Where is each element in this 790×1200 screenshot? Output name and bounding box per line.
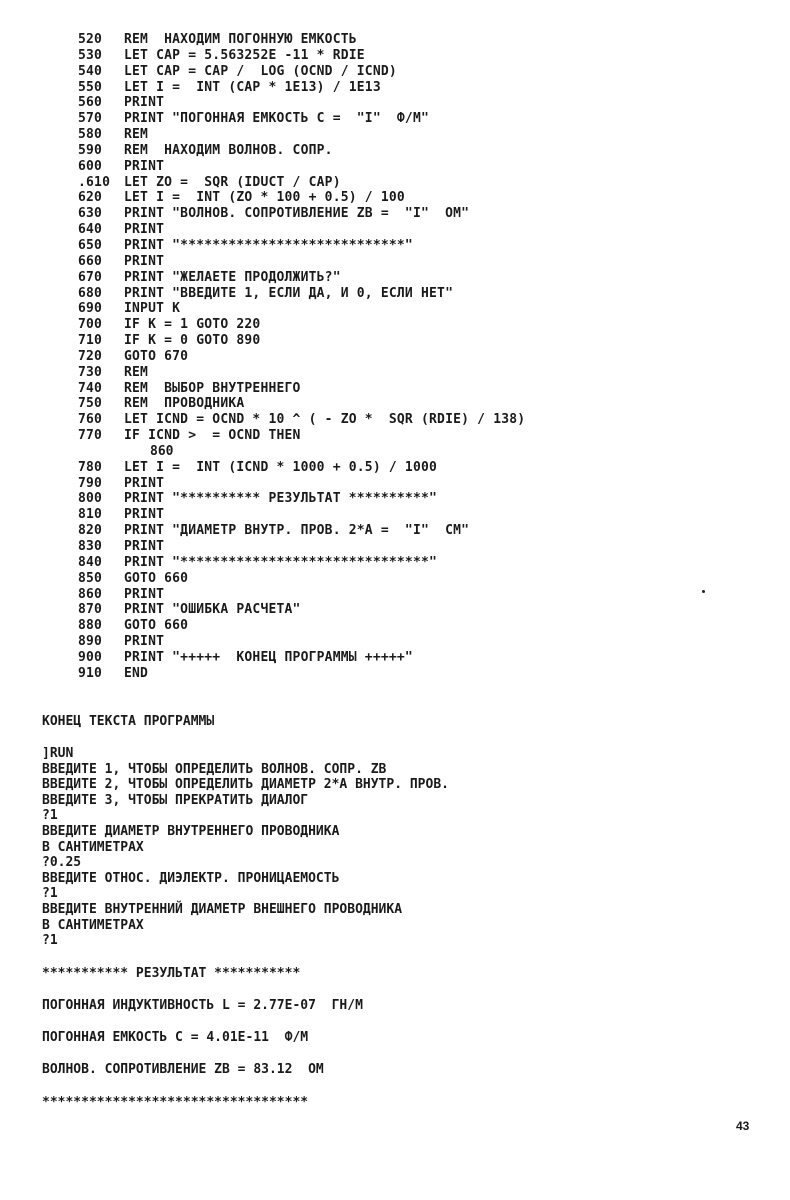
line-statement: LET I = INT (ICND * 1000 + 0.5) / 1000: [124, 459, 438, 475]
line-number: 910: [78, 665, 103, 681]
code-line: [78, 80, 778, 96]
code-line: [78, 349, 778, 365]
line-number: 900: [78, 649, 103, 665]
code-line: [78, 175, 778, 191]
code-line: [78, 32, 778, 48]
line-number: 790: [78, 475, 103, 491]
line-statement: PRINT: [124, 586, 165, 602]
line-number: 670: [78, 269, 103, 285]
line-number: 890: [78, 634, 103, 650]
line-number: 830: [78, 539, 103, 554]
line-number: 680: [78, 285, 103, 301]
line-number: 730: [78, 364, 103, 380]
line-number: 640: [78, 222, 103, 238]
output-line: ]RUN: [42, 746, 74, 761]
line-statement: PRINT: [124, 222, 165, 238]
code-line: [78, 254, 778, 270]
line-statement: IF ICND > = OCND THEN: [124, 428, 301, 444]
output-line: В САНТИМЕТРАХ: [42, 917, 144, 933]
line-statement: PRINT: [124, 634, 165, 650]
run-output: [42, 746, 742, 949]
code-line: [78, 571, 778, 587]
line-statement: INPUT K: [124, 301, 181, 317]
line-statement: REM НАХОДИМ ВОЛНОВ. СОПР.: [124, 142, 333, 158]
line-statement: PRINT "ДИАМЕТР ВНУТР. ПРОВ. 2*A = "I" СМ": [124, 523, 470, 539]
line-statement: PRINT "+++++ КОНЕЦ ПРОГРАММЫ +++++": [124, 649, 413, 665]
line-number: 600: [78, 158, 103, 174]
output-line: ВВЕДИТЕ ОТНОС. ДИЭЛЕКТР. ПРОНИЦАЕМОСТЬ: [42, 870, 340, 886]
line-statement: REM: [124, 364, 149, 380]
line-number: 540: [78, 63, 103, 79]
line-number: 710: [78, 333, 103, 349]
line-statement: REM: [124, 127, 149, 143]
code-line-continuation: 860: [150, 443, 174, 459]
code-line: [78, 507, 778, 523]
output-line: ВВЕДИТЕ 1, ЧТОБЫ ОПРЕДЕЛИТЬ ВОЛНОВ. СОПР. ZB: [42, 761, 387, 777]
code-line: [78, 333, 778, 349]
code-line: [78, 539, 778, 555]
line-statement: IF K = 0 GOTO 890: [124, 333, 261, 349]
line-statement: LET CAP = CAP / LOG (OCND / ICND): [124, 63, 397, 79]
output-line: ВВЕДИТЕ ДИАМЕТР ВНУТРЕННЕГО ПРОВОДНИКА: [42, 823, 340, 839]
line-statement: GOTO 660: [124, 618, 189, 634]
line-statement: PRINT: [124, 475, 165, 491]
result-header: *********** РЕЗУЛЬТАТ ***********: [42, 966, 301, 981]
code-line: [78, 317, 778, 333]
line-statement: GOTO 670: [124, 348, 189, 364]
code-line: [78, 143, 778, 159]
page-number: 43: [736, 1119, 750, 1133]
code-line: [78, 190, 778, 206]
line-number: 690: [78, 301, 103, 317]
line-statement: GOTO 660: [124, 570, 189, 586]
line-statement: LET CAP = 5.563252E -11 * RDIE: [124, 47, 365, 63]
code-line: [78, 381, 778, 397]
line-statement: PRINT "ВОЛНОВ. СОПРОТИВЛЕНИЕ ZB = "I" ОМ": [124, 206, 470, 222]
line-statement: PRINT "****************************": [124, 237, 413, 253]
code-line: [78, 206, 778, 222]
section-title: КОНЕЦ ТЕКСТА ПРОГРАММЫ: [42, 714, 215, 729]
code-line: [78, 460, 778, 476]
line-number: 720: [78, 348, 103, 364]
line-number: 870: [78, 602, 103, 618]
line-statement: PRINT "ПОГОННАЯ ЕМКОСТЬ C = "I" Ф/М": [124, 111, 430, 127]
line-statement: LET ZO = SQR (IDUCT / CAP): [124, 174, 341, 190]
program-listing: [78, 32, 778, 682]
code-line: [78, 111, 778, 127]
output-line: В САНТИМЕТРАХ: [42, 839, 144, 855]
line-number: 660: [78, 253, 103, 269]
code-line: [78, 491, 778, 507]
result-impedance: ВОЛНОВ. СОПРОТИВЛЕНИЕ ZB = 83.12 ОМ: [42, 1062, 324, 1077]
result-capacitance: ПОГОННАЯ ЕМКОСТЬ C = 4.01E-11 Ф/М: [42, 1030, 309, 1045]
line-statement: REM НАХОДИМ ПОГОННУЮ ЕМКОСТЬ: [124, 32, 357, 47]
line-number: 880: [78, 618, 103, 634]
line-number: 820: [78, 523, 103, 539]
output-line: ВВЕДИТЕ ВНУТРЕННИЙ ДИАМЕТР ВНЕШНЕГО ПРОВОДНИКА: [42, 901, 403, 917]
line-statement: PRINT "ЖЕЛАЕТЕ ПРОДОЛЖИТЬ?": [124, 269, 341, 285]
output-line: ВВЕДИТЕ 2, ЧТОБЫ ОПРЕДЕЛИТЬ ДИАМЕТР 2*A ВНУТР. ПРОВ.: [42, 777, 449, 793]
line-number: 850: [78, 570, 103, 586]
line-number: 580: [78, 127, 103, 143]
line-statement: PRINT: [124, 539, 165, 554]
line-number: 750: [78, 396, 103, 412]
line-number: 520: [78, 32, 103, 47]
line-number: 550: [78, 79, 103, 95]
line-statement: PRINT "*******************************": [124, 554, 438, 570]
code-line: [78, 64, 778, 80]
line-statement: PRINT "ОШИБКА РАСЧЕТА": [124, 602, 301, 618]
code-line: [78, 634, 778, 650]
code-line: [78, 650, 778, 666]
line-number: 530: [78, 47, 103, 63]
line-statement: PRINT: [124, 507, 165, 523]
output-line: ?1: [42, 808, 58, 824]
line-number: 810: [78, 507, 103, 523]
line-number: .610: [78, 174, 111, 190]
line-number: 800: [78, 491, 103, 507]
line-number: 700: [78, 317, 103, 333]
code-line: [78, 666, 778, 682]
code-line: [78, 396, 778, 412]
line-number: 620: [78, 190, 103, 206]
line-number: 860: [78, 586, 103, 602]
code-line: [78, 618, 778, 634]
line-number: 560: [78, 95, 103, 111]
code-line: [78, 95, 778, 111]
line-number: 630: [78, 206, 103, 222]
code-line: [78, 159, 778, 175]
line-statement: LET ICND = OCND * 10 ^ ( - ZO * SQR (RDIE) / 138): [124, 412, 526, 428]
code-line: [78, 238, 778, 254]
line-statement: PRINT "ВВЕДИТЕ 1, ЕСЛИ ДА, И 0, ЕСЛИ НЕТ": [124, 285, 454, 301]
code-line: [78, 428, 778, 444]
line-number: 840: [78, 554, 103, 570]
line-number: 780: [78, 459, 103, 475]
line-number: 770: [78, 428, 103, 444]
line-statement: LET I = INT (CAP * 1E13) / 1E13: [124, 79, 381, 95]
code-line: [78, 270, 778, 286]
line-statement: PRINT: [124, 95, 165, 111]
code-line: [78, 48, 778, 64]
line-statement: PRINT: [124, 158, 165, 174]
code-line: [78, 476, 778, 492]
line-number: 740: [78, 380, 103, 396]
code-line: [78, 301, 778, 317]
line-number: 570: [78, 111, 103, 127]
line-number: 590: [78, 142, 103, 158]
line-number: 650: [78, 237, 103, 253]
line-number: 760: [78, 412, 103, 428]
code-line: [78, 222, 778, 238]
line-statement: END: [124, 665, 149, 681]
code-line: [78, 365, 778, 381]
line-statement: PRINT "********** РЕЗУЛЬТАТ **********": [124, 491, 438, 507]
code-line: [78, 602, 778, 618]
output-line: ?0.25: [42, 855, 82, 871]
code-line: [78, 412, 778, 428]
line-statement: REM ПРОВОДНИКА: [124, 396, 245, 412]
output-line: ВВЕДИТЕ 3, ЧТОБЫ ПРЕКРАТИТЬ ДИАЛОГ: [42, 792, 309, 808]
print-speck: [702, 590, 705, 593]
code-line: [78, 127, 778, 143]
result-inductance: ПОГОННАЯ ИНДУКТИВНОСТЬ L = 2.77E-07 ГН/М: [42, 998, 363, 1013]
output-line: ?1: [42, 886, 58, 902]
code-line: [78, 587, 778, 603]
line-statement: PRINT: [124, 253, 165, 269]
code-line: [78, 523, 778, 539]
output-line: ?1: [42, 933, 58, 949]
line-statement: REM ВЫБОР ВНУТРЕННЕГО: [124, 380, 301, 396]
code-line: [78, 555, 778, 571]
result-footer: **********************************: [42, 1095, 309, 1110]
code-line: [78, 286, 778, 302]
line-statement: IF K = 1 GOTO 220: [124, 317, 261, 333]
line-statement: LET I = INT (ZO * 100 + 0.5) / 100: [124, 190, 405, 206]
